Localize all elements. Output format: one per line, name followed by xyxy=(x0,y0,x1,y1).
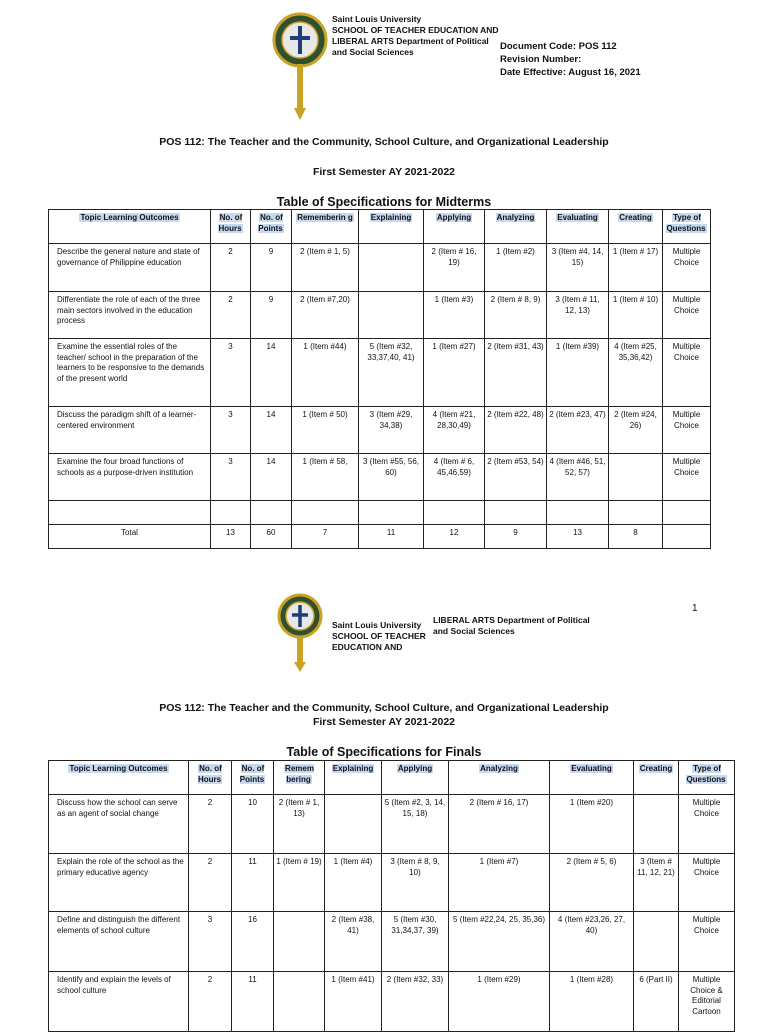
header-cell: Type of Questions xyxy=(679,761,735,795)
table-cell: 2 xyxy=(189,972,232,1032)
header-cell: Creating xyxy=(609,210,663,244)
school-line-2: LIBERAL ARTS Department of Political xyxy=(332,36,489,46)
table-cell: 1 (Item #29) xyxy=(449,972,550,1032)
total-cell: 11 xyxy=(359,525,424,549)
outcome-cell: Define and distinguish the different elements of school culture xyxy=(49,912,189,972)
table-cell xyxy=(49,501,211,525)
table-cell: 5 (Item #22,24, 25, 35,36) xyxy=(449,912,550,972)
table-cell: 1 (Item #4) xyxy=(325,854,382,912)
table-cell: 1 (Item #39) xyxy=(547,339,609,407)
school-line-2: EDUCATION AND xyxy=(332,642,403,652)
table-cell: 1 (Item #41) xyxy=(325,972,382,1032)
course-title-2: POS 112: The Teacher and the Community, School Culture, and Organizational Leadership xyxy=(159,702,609,714)
outcome-cell: Explain the role of the school as the primary educative agency xyxy=(49,854,189,912)
table-cell: 3 (Item #4, 14, 15) xyxy=(547,244,609,292)
table-cell: 2 (Item # 16, 19) xyxy=(424,244,485,292)
table-cell: 2 (Item # 1, 13) xyxy=(274,795,325,854)
table-cell: 2 (Item # 1, 5) xyxy=(292,244,359,292)
header-cell: Analyzing xyxy=(449,761,550,795)
finals-spec-table xyxy=(48,760,735,1032)
table-cell: 1 (Item #3) xyxy=(424,292,485,339)
table-cell: 1 (Item #2) xyxy=(485,244,547,292)
table-cell xyxy=(547,501,609,525)
table-cell: 4 (Item #46, 51, 52, 57) xyxy=(547,454,609,501)
table-cell: 2 (Item #22, 48) xyxy=(485,407,547,454)
outcome-cell: Identify and explain the levels of school culture xyxy=(49,972,189,1032)
table-row xyxy=(49,407,711,454)
total-cell: 13 xyxy=(547,525,609,549)
document-info xyxy=(500,40,641,79)
school-line-1: SCHOOL OF TEACHER xyxy=(332,631,426,641)
table-cell xyxy=(274,972,325,1032)
table-cell: 2 (Item # 16, 17) xyxy=(449,795,550,854)
table-cell xyxy=(292,501,359,525)
table-cell xyxy=(609,454,663,501)
table-cell: 6 (Part II) xyxy=(634,972,679,1032)
table-row-empty xyxy=(49,501,711,525)
table-cell: 2 (Item # 5, 6) xyxy=(550,854,634,912)
semester-label-2: First Semester AY 2021-2022 xyxy=(312,716,456,728)
table-cell: 2 (Item #53, 54) xyxy=(485,454,547,501)
table-cell: 3 xyxy=(211,407,251,454)
university-seal-logo xyxy=(272,8,328,120)
table-cell: 1 (Item # 19) xyxy=(274,854,325,912)
table-cell: 14 xyxy=(251,407,292,454)
table-cell: 2 (Item #31, 43) xyxy=(485,339,547,407)
table-row xyxy=(49,454,711,501)
table-cell: 9 xyxy=(251,244,292,292)
midterm-table-title: Table of Specifications for Midterms xyxy=(276,195,492,209)
header-cell: Remem bering xyxy=(274,761,325,795)
table-cell: Multiple Choice xyxy=(679,912,735,972)
university-name: Saint Louis University xyxy=(332,14,422,24)
outcome-cell: Differentiate the role of each of the three main sectors involved in the education process xyxy=(49,292,211,339)
table-cell xyxy=(359,244,424,292)
table-cell: Multiple Choice xyxy=(663,407,711,454)
university-header-text xyxy=(332,14,499,58)
header-cell: Creating xyxy=(634,761,679,795)
header-cell: Topic Learning Outcomes xyxy=(49,761,189,795)
table-cell: 10 xyxy=(232,795,274,854)
total-cell: 9 xyxy=(485,525,547,549)
table-row xyxy=(49,972,735,1032)
table-cell: 1 (Item # 58, xyxy=(292,454,359,501)
table-cell: 4 (Item #23,26, 27, 40) xyxy=(550,912,634,972)
table-row xyxy=(49,339,711,407)
header-cell: Topic Learning Outcomes xyxy=(49,210,211,244)
table-cell: 14 xyxy=(251,454,292,501)
outcome-cell: Describe the general nature and state of governance of Philippine education xyxy=(49,244,211,292)
table-cell: 11 xyxy=(232,854,274,912)
table-cell: 3 xyxy=(211,339,251,407)
table-cell: 2 (Item #23, 47) xyxy=(547,407,609,454)
university-header-text-2 xyxy=(332,620,426,653)
table-cell: 1 (Item #20) xyxy=(550,795,634,854)
department-text xyxy=(433,615,590,637)
table-cell: 14 xyxy=(251,339,292,407)
table-cell: 2 xyxy=(211,244,251,292)
school-line-3: and Social Sciences xyxy=(332,47,414,57)
total-cell: 13 xyxy=(211,525,251,549)
finals-table-title: Table of Specifications for Finals xyxy=(286,745,482,759)
school-line-1: SCHOOL OF TEACHER EDUCATION AND xyxy=(332,25,499,35)
total-cell xyxy=(663,525,711,549)
date-effective: Date Effective: August 16, 2021 xyxy=(500,67,641,78)
table-cell: 5 (Item #2, 3, 14, 15, 18) xyxy=(382,795,449,854)
table-cell: 1 (Item #27) xyxy=(424,339,485,407)
header-cell: Rememberin g xyxy=(292,210,359,244)
header-cell: Applying xyxy=(424,210,485,244)
dept-line-1: LIBERAL ARTS Department of Political xyxy=(433,615,590,625)
table-cell: 3 xyxy=(211,454,251,501)
table-cell: Multiple Choice xyxy=(663,292,711,339)
table-row xyxy=(49,292,711,339)
table-cell: Multiple Choice xyxy=(663,244,711,292)
total-cell: 7 xyxy=(292,525,359,549)
table-cell: 3 (Item #29, 34,38) xyxy=(359,407,424,454)
header-cell: Explaining xyxy=(359,210,424,244)
outcome-cell: Examine the essential roles of the teacher/ school in the preparation of the learners to be responsive to the demands of the present world xyxy=(49,339,211,407)
table-cell: 1 (Item #28) xyxy=(550,972,634,1032)
university-seal-logo xyxy=(272,592,328,672)
total-cell: 12 xyxy=(424,525,485,549)
table-cell: 2 (Item #32, 33) xyxy=(382,972,449,1032)
table-cell xyxy=(609,501,663,525)
table-cell: 2 (Item #38, 41) xyxy=(325,912,382,972)
semester-label: First Semester AY 2021-2022 xyxy=(312,166,456,178)
total-row xyxy=(49,525,711,549)
table-cell xyxy=(274,912,325,972)
outcome-cell: Discuss the paradigm shift of a learner-centered environment xyxy=(49,407,211,454)
table-cell: Multiple Choice xyxy=(679,854,735,912)
table-cell: Multiple Choice xyxy=(663,454,711,501)
table-cell: 2 (Item # 8, 9) xyxy=(485,292,547,339)
table-cell: 1 (Item # 17) xyxy=(609,244,663,292)
midterm-header-row xyxy=(49,210,711,244)
table-cell xyxy=(634,912,679,972)
table-cell: 2 (Item #7,20) xyxy=(292,292,359,339)
table-cell: 4 (Item #21, 28,30,49) xyxy=(424,407,485,454)
header-cell: No. of Points xyxy=(251,210,292,244)
table-cell: 2 xyxy=(189,854,232,912)
table-cell: 3 (Item # 11, 12, 13) xyxy=(547,292,609,339)
table-cell xyxy=(424,501,485,525)
header-cell: No. of Hours xyxy=(211,210,251,244)
header-cell: Evaluating xyxy=(550,761,634,795)
revision-number: Revision Number: xyxy=(500,54,582,65)
table-cell: 4 (Item #25, 35,36,42) xyxy=(609,339,663,407)
header-cell: Applying xyxy=(382,761,449,795)
table-cell: 16 xyxy=(232,912,274,972)
table-row xyxy=(49,795,735,854)
midterm-spec-table xyxy=(48,209,711,549)
table-cell: 1 (Item #44) xyxy=(292,339,359,407)
table-cell xyxy=(634,795,679,854)
table-cell: 3 xyxy=(189,912,232,972)
table-row xyxy=(49,912,735,972)
outcome-cell: Discuss how the school can serve as an agent of social change xyxy=(49,795,189,854)
table-cell: 2 xyxy=(189,795,232,854)
header-cell: No. of Points xyxy=(232,761,274,795)
table-cell xyxy=(663,501,711,525)
table-cell xyxy=(359,292,424,339)
table-cell xyxy=(359,501,424,525)
finals-header-row xyxy=(49,761,735,795)
total-cell: 60 xyxy=(251,525,292,549)
table-cell: 9 xyxy=(251,292,292,339)
table-cell: 11 xyxy=(232,972,274,1032)
table-row xyxy=(49,244,711,292)
total-label: Total xyxy=(49,525,211,549)
table-cell: Multiple Choice xyxy=(679,795,735,854)
header-cell: Analyzing xyxy=(485,210,547,244)
table-cell: Multiple Choice xyxy=(663,339,711,407)
table-cell xyxy=(325,795,382,854)
course-title: POS 112: The Teacher and the Community, School Culture, and Organizational Leadership xyxy=(159,136,609,148)
outcome-cell: Examine the four broad functions of schools as a purpose-driven institution xyxy=(49,454,211,501)
table-cell: 5 (Item #30, 31,34,37, 39) xyxy=(382,912,449,972)
table-cell: 1 (Item # 10) xyxy=(609,292,663,339)
table-cell: 3 (Item # 11, 12, 21) xyxy=(634,854,679,912)
page-number: 1 xyxy=(692,603,698,614)
table-cell: 3 (Item #55, 56, 60) xyxy=(359,454,424,501)
table-row xyxy=(49,854,735,912)
table-cell xyxy=(211,501,251,525)
table-cell: 1 (Item # 50) xyxy=(292,407,359,454)
table-cell xyxy=(251,501,292,525)
document-code: Document Code: POS 112 xyxy=(500,41,617,52)
header-cell: Type of Questions xyxy=(663,210,711,244)
university-name: Saint Louis University xyxy=(332,620,422,630)
table-cell: Multiple Choice & Editorial Cartoon xyxy=(679,972,735,1032)
table-cell: 4 (Item # 6, 45,46,59) xyxy=(424,454,485,501)
table-cell: 5 (Item #32, 33,37,40, 41) xyxy=(359,339,424,407)
table-cell: 2 xyxy=(211,292,251,339)
header-cell: No. of Hours xyxy=(189,761,232,795)
header-cell: Evaluating xyxy=(547,210,609,244)
header-cell: Explaining xyxy=(325,761,382,795)
table-cell: 2 (Item #24, 26) xyxy=(609,407,663,454)
table-cell: 3 (Item # 8, 9, 10) xyxy=(382,854,449,912)
table-cell xyxy=(485,501,547,525)
dept-line-2: and Social Sciences xyxy=(433,626,515,636)
table-cell: 1 (Item #7) xyxy=(449,854,550,912)
total-cell: 8 xyxy=(609,525,663,549)
